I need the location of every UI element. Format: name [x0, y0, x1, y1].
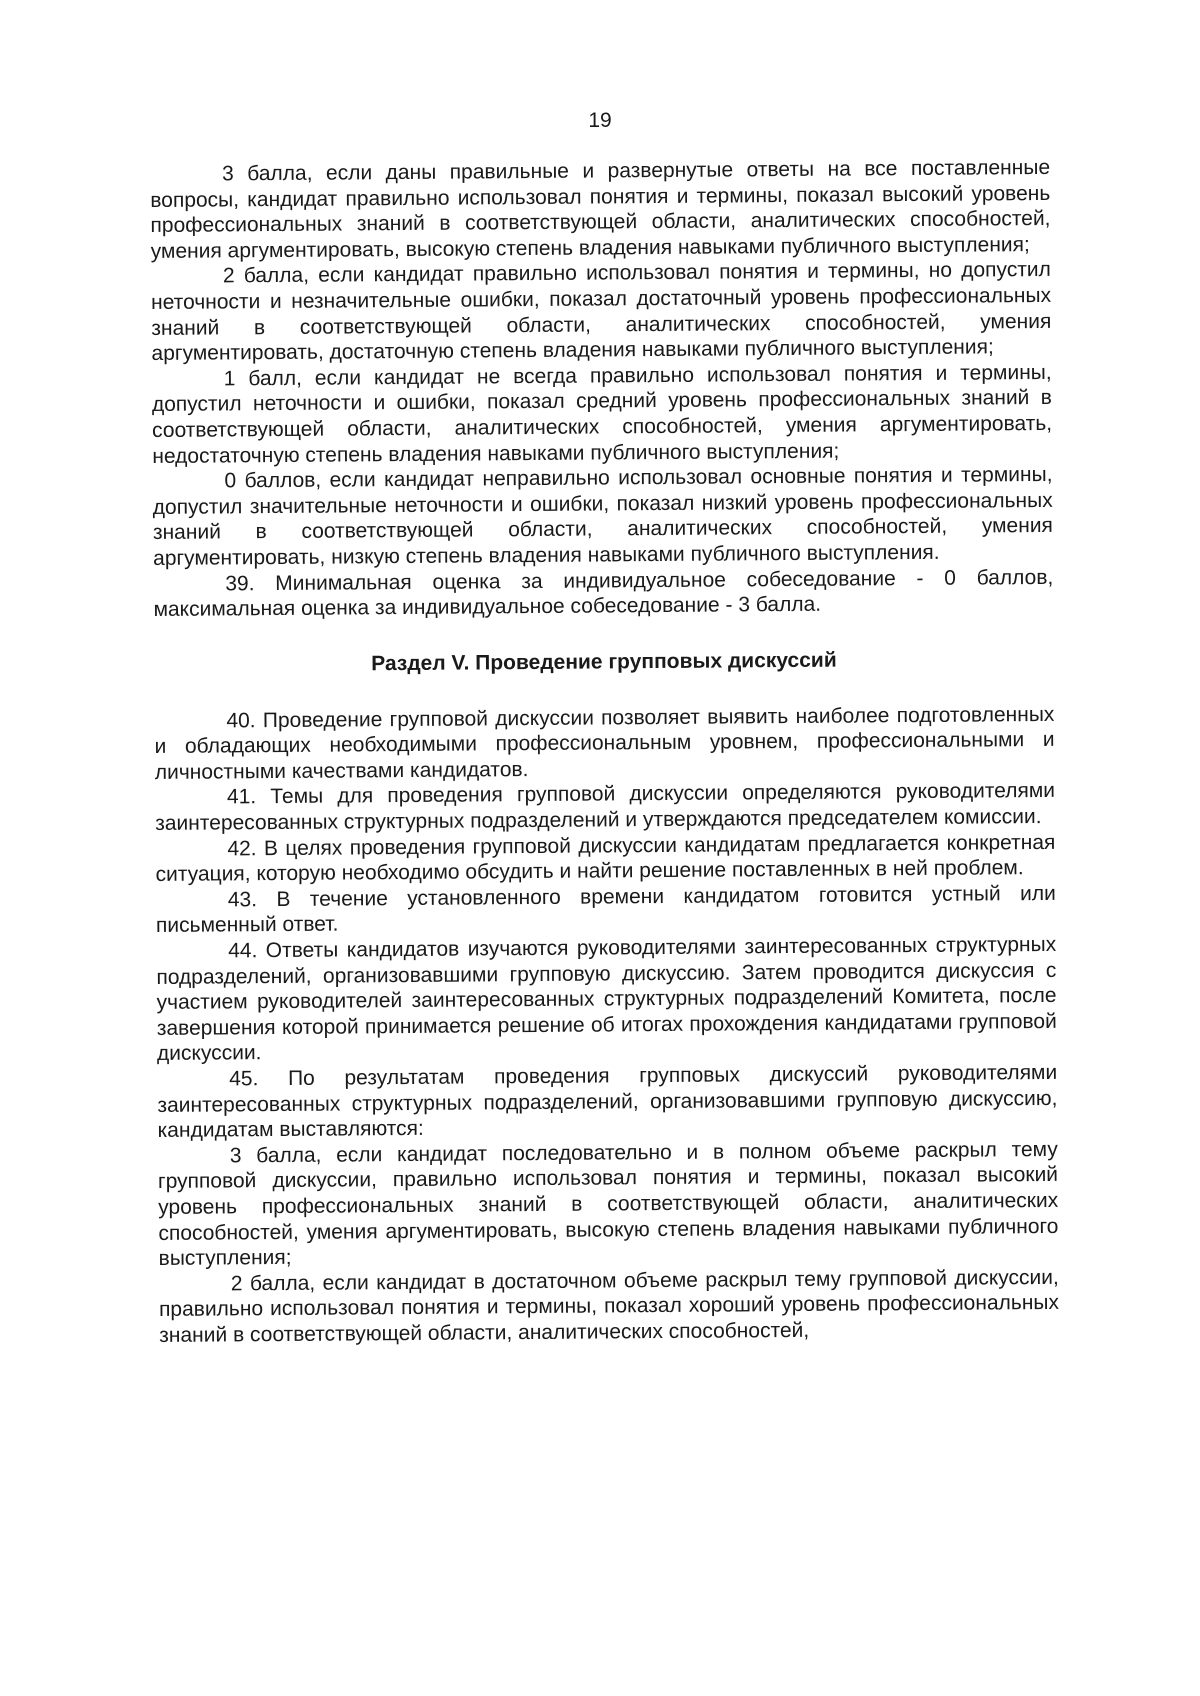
- document-body: [150, 155, 1059, 1349]
- section-title: Раздел V. Проведение групповых дискуссий: [371, 648, 837, 675]
- paragraph-40: 40. Проведение групповой дискуссии позволяет выявить наиболее подготовленных и обладающих необходимыми профессиональным уровнем, профессиональными и личностными качествами кандидатов.: [154, 702, 1055, 784]
- paragraph-score-1-interview: 1 балл, если кандидат не всегда правильно использовал понятия и термины, допустил неточности и ошибки, показал средний уровень профессиональных знаний в соответствующей области, аналитических способностей, умения аргументировать, недостаточную степень владения навыками публичного выступления;: [151, 360, 1053, 468]
- paragraph-39: 39. Минимальная оценка за индивидуальное собеседование - 0 баллов, максимальная оценка за индивидуальное собеседование - 3 балла.: [153, 565, 1054, 622]
- paragraph-43: 43. В течение установленного времени кандидатом готовится устный или письменный ответ.: [155, 881, 1056, 938]
- paragraph-44: 44. Ответы кандидатов изучаются руководителями заинтересованных структурных подразделений, организовавшими групповую дискуссию. Затем проводится дискуссия с участием руководителей заинтересованных структурных подразделений Комитета, после завершения которой принимается решение об итогах прохождения кандидатами групповой дискуссии.: [156, 932, 1057, 1066]
- page-number: 19: [588, 109, 612, 132]
- paragraph-score-3-interview: 3 балла, если даны правильные и развернутые ответы на все поставленные вопросы, кандидат правильно использовал понятия и термины, показал высокий уровень профессиональных знаний в соответствующей области, аналитических способностей, умения аргументировать, высокую степень владения навыками публичного выступления;: [150, 155, 1051, 263]
- paragraph-score-3-discussion: 3 балла, если кандидат последовательно и в полном объеме раскрыл тему групповой дискуссии, правильно использовал понятия и термины, показал высокий уровень профессиональных знаний в соответствующей области, аналитических способностей, умения аргументировать, высокую степень владения навыками публичного выступления;: [157, 1137, 1059, 1271]
- paragraph-score-0-interview: 0 баллов, если кандидат неправильно использовал основные понятия и термины, допустил значительные неточности и ошибки, показал низкий уровень профессиональных знаний в соответствующей области, аналитических способностей, умения аргументировать, низкую степень владения навыками публичного выступления.: [152, 463, 1053, 570]
- paragraph-45: 45. По результатам проведения групповых дискуссий руководителями заинтересованных структурных подразделений, организовавшими групповую дискуссию, кандидатам выставляются:: [157, 1060, 1058, 1143]
- paragraph-41: 41. Темы для проведения групповой дискуссии определяются руководителями заинтересованных структурных подразделений и утверждаются председателем комиссии.: [155, 779, 1056, 836]
- paragraph-42: 42. В целях проведения групповой дискуссии кандидатам предлагается конкретная ситуация, которую необходимо обсудить и найти решение поставленных в ней проблем.: [155, 830, 1056, 887]
- paragraph-score-2-interview: 2 балла, если кандидат правильно использовал понятия и термины, но допустил неточности и незначительные ошибки, показал достаточный уровень профессиональных знаний в соответствующей области, аналитических способностей, умения аргументировать, достаточную степень владения навыками публичного выступления;: [151, 258, 1052, 366]
- paragraph-score-2-discussion: 2 балла, если кандидат в достаточном объеме раскрыл тему групповой дискуссии, правильно использовал понятия и термины, показал хороший уровень профессиональных знаний в соответствующей области, аналитических способностей,: [158, 1265, 1060, 1347]
